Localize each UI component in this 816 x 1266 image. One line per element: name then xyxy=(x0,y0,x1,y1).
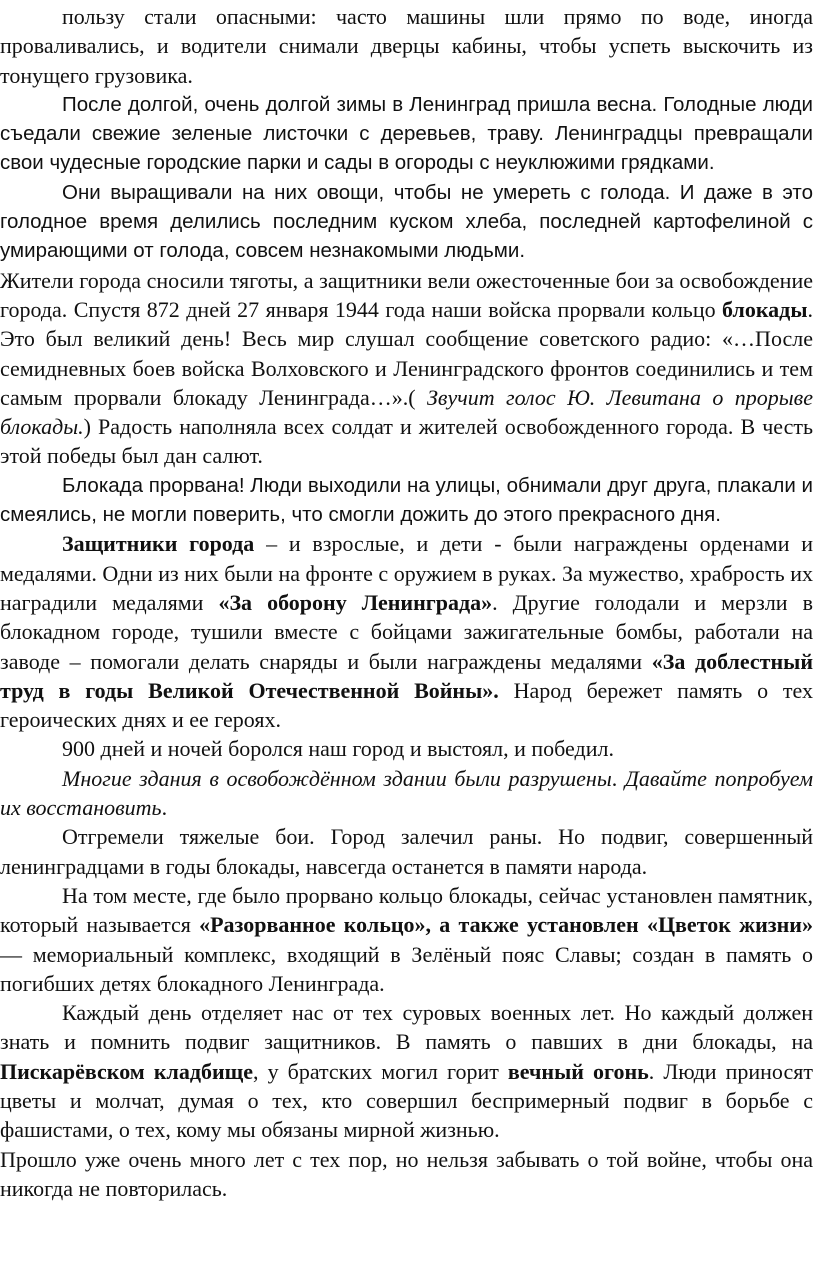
bold-text: «За доблестный труд в годы Великой Отечественной Войны». xyxy=(0,648,813,703)
text-run: Жители города сносили тяготы, а защитники вели ожесточенные бои за освобождение города. Спустя 872 дней 27 января 1944 года наши войска прорвали кольцо xyxy=(0,267,813,322)
text-run: . Люди приносят цветы и молчат, думая о тех, кто совершил беспримерный подвиг в борьбе с фашистами, о тех, кому мы обязаны мирной жизнью. xyxy=(0,1058,813,1143)
paragraph xyxy=(0,998,813,1144)
paragraph xyxy=(0,471,813,530)
text-run: Каждый день отделяет нас от тех суровых военных лет. Но каждый должен знать и помнить подвиг защитников. В память о павших в дни блокады, на xyxy=(0,1000,813,1055)
text-run: . xyxy=(611,765,625,791)
text-run: Отгремели тяжелые бои. Город залечил раны. Но подвиг, совершенный ленинградцами в годы блокады, навсегда останется в памяти народа. xyxy=(0,824,813,879)
text-run: Народ бережет память о тех героических днях и ее героях. xyxy=(0,677,813,733)
bold-text: вечный огонь xyxy=(507,1058,649,1084)
bold-text: блокады xyxy=(722,296,808,322)
text-run: пользу стали опасными: часто машины шли прямо по воде, иногда проваливались, и водители снимали дверцы кабины, чтобы успеть выскочить из тонущего грузовика. xyxy=(0,4,813,88)
text-run: – и взрослые, и дети - были награждены орденами и медалями. Одни из них были на фронте с оружием в руках. За мужество, храбрость их наградили медалями xyxy=(0,531,814,615)
italic-text: Многие здания в освобождённом здании были разрушены xyxy=(62,765,612,791)
text-run: . xyxy=(161,795,168,821)
paragraph xyxy=(0,529,813,734)
paragraph xyxy=(0,1145,813,1204)
text-run: . Это был великий день! Весь мир слушал сообщение советского радио: «…После семидневных боев войска Волховского и Ленинградского фронтов соединились и тем самым прорвали блокаду Ленинграда…».( xyxy=(0,296,813,410)
text-run: . Другие голодали и мерзли в блокадном городе, тушили вместе с бойцами зажигательные бомбы, работали на заводе – помогали делать снаряды и были награждены медалями xyxy=(0,589,813,674)
text-run: Прошло уже очень много лет с тех пор, но нельзя забывать о той войне, чтобы она никогда не повторилась. xyxy=(0,1146,813,1201)
text-run: , у братских могил горит xyxy=(253,1058,508,1084)
paragraph xyxy=(0,881,813,998)
text-run: На том месте, где было прорвано кольцо блокады, сейчас установлен памятник, который называется xyxy=(0,882,813,938)
bold-text: «За оборону Ленинграда» xyxy=(218,589,493,615)
text-run: — мемориальный комплекс, входящий в Зелёный пояс Славы; создан в память о погибших детях блокадного Ленинграда. xyxy=(0,941,813,996)
italic-text: Звучит голос Ю. Левитана о прорыве блокады. xyxy=(0,384,813,440)
paragraph xyxy=(0,178,813,266)
text-run: После долгой, очень долгой зимы в Ленинград пришла весна. Голодные люди съедали свежие зеленые листочки с деревьев, траву. Ленинградцы превращали свои чудесные городские парки и сады в огороды с неуклюжими грядками. xyxy=(0,92,813,175)
paragraph xyxy=(0,90,813,178)
paragraph xyxy=(0,266,813,471)
text-run: Они выращивали на них овощи, чтобы не умереть с голода. И даже в это голодное время делились последним куском хлеба, последней картофелиной с умирающими от голода, совсем незнакомыми людьми. xyxy=(0,180,813,263)
text-run: 900 дней и ночей боролся наш город и выстоял, и победил. xyxy=(62,736,614,762)
paragraph xyxy=(0,822,813,881)
italic-text: Давайте попробуем их восстановить xyxy=(0,765,813,821)
bold-text: Пискарёвском кладбище xyxy=(0,1058,253,1084)
paragraph xyxy=(0,734,813,763)
bold-text: Защитники города xyxy=(62,531,255,557)
paragraph xyxy=(0,2,813,90)
paragraph xyxy=(0,764,813,823)
text-run: ) Радость наполняла всех солдат и жителей освобожденного города. В честь этой победы был дан салют. xyxy=(0,414,813,469)
bold-text: «Разорванное кольцо», а также установлен «Цветок жизни» xyxy=(199,912,813,938)
text-run: Блокада прорвана! Люди выходили на улицы, обнимали друг друга, плакали и смеялись, не могли поверить, что смогли дожить до этого прекрасного дня. xyxy=(0,473,813,527)
